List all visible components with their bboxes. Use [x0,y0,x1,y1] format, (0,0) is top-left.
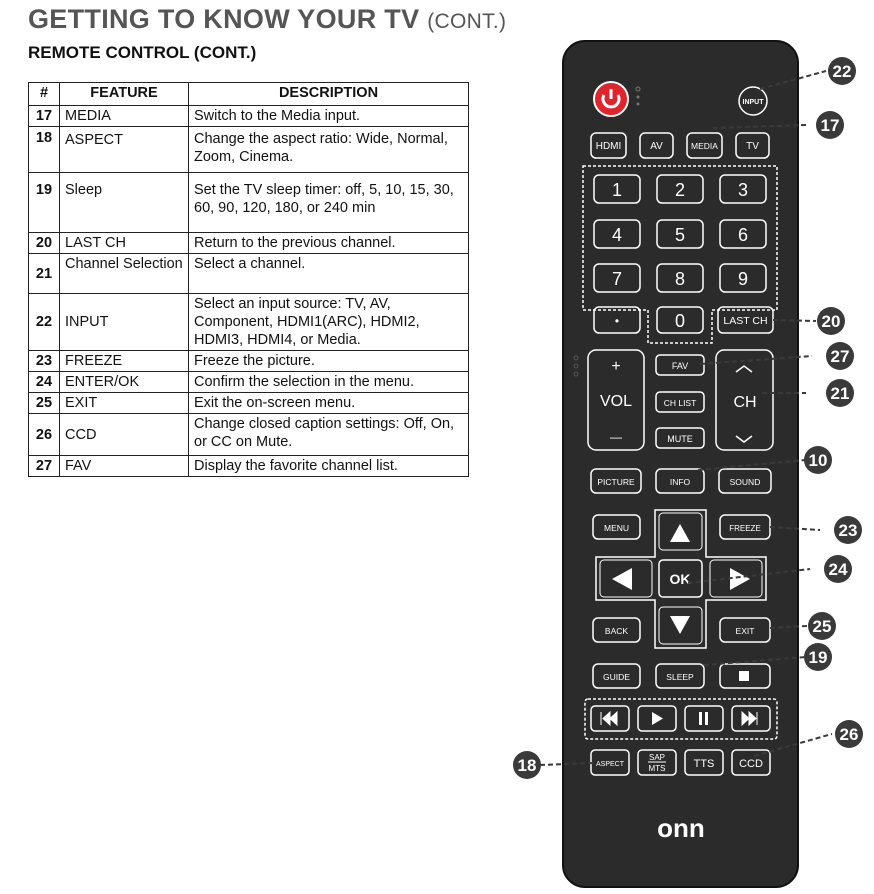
row-feature: ENTER/OK [60,372,189,393]
callout-27 [826,342,854,370]
vol-minus-icon: — [610,430,622,444]
mute-label: MUTE [667,434,693,444]
brand-logo: onn [657,813,705,843]
callout-number: 10 [808,451,828,470]
page-subtitle: REMOTE CONTROL (CONT.) [28,43,257,62]
row-feature: FAV [60,456,189,477]
vol-plus-icon: + [611,358,621,375]
ch-label: CH [733,394,757,411]
page-title-text: GETTING TO KNOW YOUR TV [28,4,420,34]
callout-number: 22 [832,62,852,81]
digit-label: 4 [611,225,623,245]
ch-list-label: CH LIST [663,398,697,408]
guide-label: GUIDE [603,672,630,682]
ok-label: OK [669,571,691,587]
callout-23 [834,516,862,544]
digit-label: 7 [611,269,623,289]
col-header-feature: FEATURE [60,83,189,106]
picture-label: PICTURE [597,477,635,487]
callout-26 [835,720,863,748]
digit-label: 6 [737,225,749,245]
callout-number: 20 [821,312,841,331]
menu-label: MENU [603,523,630,533]
callout-number: 26 [839,725,859,744]
row-feature: ASPECT [60,127,189,173]
av-label: AV [650,141,663,152]
row-num: 22 [29,294,60,351]
callout-number: 23 [838,521,858,540]
row-feature: CCD [60,414,189,456]
col-header-description: DESCRIPTION [189,83,469,106]
row-description: Switch to the Media input. [189,106,469,127]
zero-label: 0 [674,311,686,331]
digit-label: 1 [611,180,623,200]
ccd-label: CCD [739,758,763,770]
sap-label: SAP [648,753,666,762]
row-description: Confirm the selection in the menu. [189,372,469,393]
callout-number: 18 [517,756,537,775]
callout-25 [808,612,836,640]
input-label: INPUT [742,99,764,106]
row-description: Change the aspect ratio: Wide, Normal, Zoom, Cinema. [189,127,469,173]
sleep-label: SLEEP [666,672,694,682]
row-description: Select an input source: TV, AV, Component, HDMI1(ARC), HDMI2, HDMI3, HDMI4, or Media. [189,294,469,351]
row-description: Exit the on-screen menu. [189,393,469,414]
row-num: 20 [29,233,60,254]
callout-20 [817,307,845,335]
pause-icon [699,712,702,725]
digit-label: 2 [674,180,686,200]
exit-label: EXIT [735,626,755,636]
callout-21 [826,379,854,407]
digit-label: 3 [737,180,749,200]
row-num: 18 [29,127,60,173]
row-description: Select a channel. [189,254,469,294]
number-keypad [594,175,766,292]
hdmi-label: HDMI [595,141,622,152]
callout-number: 24 [828,560,848,579]
digit-label: 5 [674,225,686,245]
callout-number: 17 [820,116,840,135]
row-description: Freeze the picture. [189,351,469,372]
media-label: MEDIA [691,141,718,151]
callout-10 [804,446,832,474]
callout-18 [513,751,541,779]
callout-number: 25 [812,617,832,636]
row-description: Display the favorite channel list. [189,456,469,477]
row-description: Change closed caption settings: Off, On, or CC on Mute. [189,414,469,456]
row-description: Return to the previous channel. [189,233,469,254]
row-feature: LAST CH [60,233,189,254]
aspect-label: ASPECT [595,761,625,768]
info-label: INFO [669,477,691,487]
digit-label: 8 [674,269,686,289]
tts-label: TTS [693,758,715,770]
power-button[interactable] [594,82,628,116]
dot-label: • [614,314,620,328]
fav-label: FAV [671,361,689,371]
freeze-label: FREEZE [729,524,761,533]
stop-icon [739,671,749,681]
row-num: 23 [29,351,60,372]
col-header-num: # [29,83,60,106]
callout-number: 19 [808,648,828,667]
row-feature: Channel Selection [60,254,189,294]
row-feature: EXIT [60,393,189,414]
callout-number: 21 [830,384,850,403]
digit-label: 9 [737,269,749,289]
row-num: 17 [29,106,60,127]
vol-label: VOL [599,393,633,410]
row-feature: FREEZE [60,351,189,372]
row-num: 25 [29,393,60,414]
row-feature: MEDIA [60,106,189,127]
page-title-suffix: (CONT.) [427,10,507,33]
callout-19 [804,643,832,671]
row-feature: INPUT [60,294,189,351]
input-button[interactable] [739,87,767,115]
row-feature: Sleep [60,173,189,233]
row-num: 27 [29,456,60,477]
callout-17 [816,111,844,139]
row-num: 26 [29,414,60,456]
row-description: Set the TV sleep timer: off, 5, 10, 15, 30, 60, 90, 120, 180, or 240 min [189,173,469,233]
row-num: 21 [29,254,60,294]
back-label: BACK [604,626,629,636]
row-num: 24 [29,372,60,393]
callout-24 [824,555,852,583]
last-ch-label: LAST CH [723,315,768,327]
callout-number: 27 [830,347,850,366]
tv-label: TV [746,141,759,152]
sound-label: SOUND [729,477,761,487]
row-num: 19 [29,173,60,233]
callout-22 [828,57,856,85]
mts-label: MTS [648,764,666,773]
